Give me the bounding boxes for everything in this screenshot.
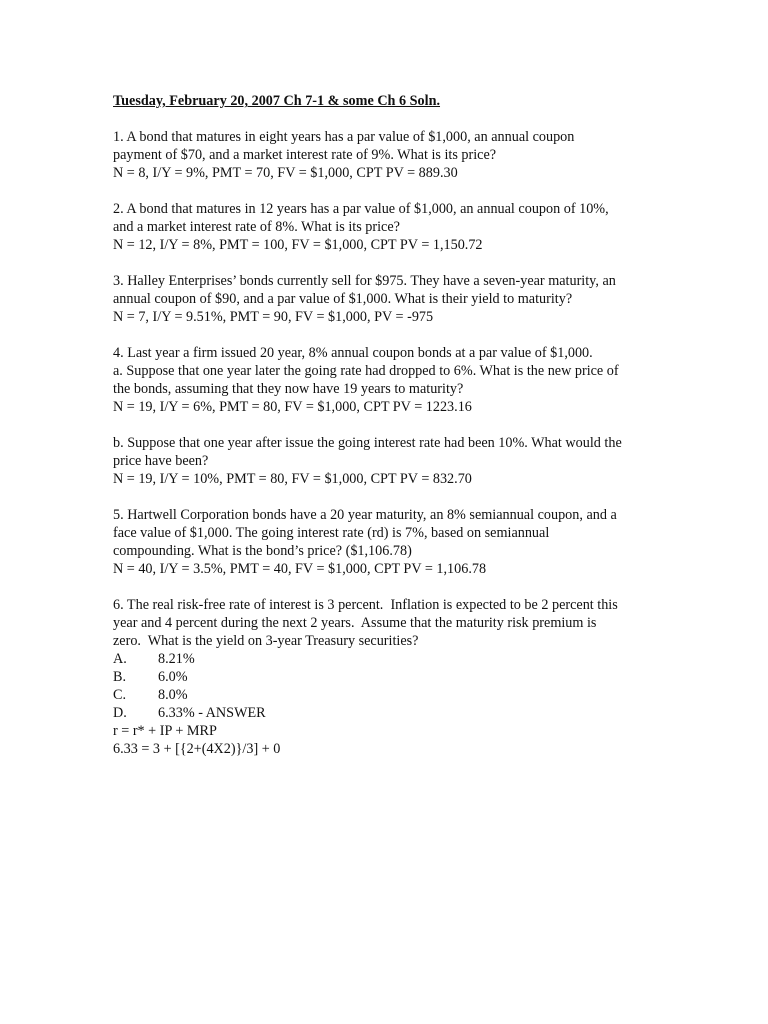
question-3 bbox=[113, 272, 658, 326]
question-text-line: 5. Hartwell Corporation bonds have a 20 year maturity, an 8% semiannual coupon, and a bbox=[113, 507, 617, 523]
option-text: 8.21% bbox=[158, 651, 195, 667]
question-text-line: b. Suppose that one year after issue the going interest rate had been 10%. What would the bbox=[113, 435, 622, 451]
question-text-line: the bonds, assuming that they now have 19 years to maturity? bbox=[113, 381, 464, 397]
document-content bbox=[113, 92, 658, 776]
formula-line: r = r* + IP + MRP bbox=[113, 723, 217, 739]
question-text-line: a. Suppose that one year later the going rate had dropped to 6%. What is the new price of bbox=[113, 363, 619, 379]
question-text-line: price have been? bbox=[113, 453, 209, 469]
answer-line: N = 7, I/Y = 9.51%, PMT = 90, FV = $1,000, PV = -975 bbox=[113, 309, 434, 325]
question-text-line: 1. A bond that matures in eight years has a par value of $1,000, an annual coupon bbox=[113, 129, 575, 145]
option-text: 6.33% - ANSWER bbox=[158, 705, 266, 721]
answer-line: N = 40, I/Y = 3.5%, PMT = 40, FV = $1,000, CPT PV = 1,106.78 bbox=[113, 561, 487, 577]
question-text-line: compounding. What is the bond’s price? ($1,106.78) bbox=[113, 543, 412, 559]
question-text-line: year and 4 percent during the next 2 years. Assume that the maturity risk premium is bbox=[113, 615, 597, 631]
answer-line: N = 19, I/Y = 10%, PMT = 80, FV = $1,000, CPT PV = 832.70 bbox=[113, 471, 472, 487]
question-text-line: face value of $1,000. The going interest rate (rd) is 7%, based on semiannual bbox=[113, 525, 550, 541]
page-title: Tuesday, February 20, 2007 Ch 7-1 & some Ch 6 Soln. bbox=[113, 93, 441, 109]
question-text-line: and a market interest rate of 8%. What is its price? bbox=[113, 219, 400, 235]
formula-line: 6.33 = 3 + [{2+(4X2)}/3] + 0 bbox=[113, 741, 281, 757]
option-letter: B. bbox=[113, 669, 127, 685]
answer-line: N = 8, I/Y = 9%, PMT = 70, FV = $1,000, CPT PV = 889.30 bbox=[113, 165, 458, 181]
question-text-line: 2. A bond that matures in 12 years has a par value of $1,000, an annual coupon of 10%, bbox=[113, 201, 609, 217]
question-4b bbox=[113, 434, 658, 488]
question-text-line: 6. The real risk-free rate of interest is 3 percent. Inflation is expected to be 2 percent this bbox=[113, 597, 618, 613]
question-4a bbox=[113, 344, 658, 416]
question-text-line: zero. What is the yield on 3-year Treasury securities? bbox=[113, 633, 419, 649]
answer-line: N = 12, I/Y = 8%, PMT = 100, FV = $1,000, CPT PV = 1,150.72 bbox=[113, 237, 483, 253]
option-letter: C. bbox=[113, 687, 127, 703]
question-text-line: 3. Halley Enterprises’ bonds currently sell for $975. They have a seven-year maturity, an bbox=[113, 273, 616, 289]
question-6 bbox=[113, 596, 658, 758]
option-text: 8.0% bbox=[158, 687, 188, 703]
question-5 bbox=[113, 506, 658, 578]
option-a bbox=[113, 650, 658, 668]
question-2 bbox=[113, 200, 658, 254]
question-text-line: payment of $70, and a market interest rate of 9%. What is its price? bbox=[113, 147, 497, 163]
option-c bbox=[113, 686, 658, 704]
option-letter: A. bbox=[113, 651, 127, 667]
option-b bbox=[113, 668, 658, 686]
question-text-line: 4. Last year a firm issued 20 year, 8% annual coupon bonds at a par value of $1,000. bbox=[113, 345, 593, 361]
option-text: 6.0% bbox=[158, 669, 188, 685]
option-d bbox=[113, 704, 658, 722]
question-text-line: annual coupon of $90, and a par value of $1,000. What is their yield to maturity? bbox=[113, 291, 573, 307]
answer-line: N = 19, I/Y = 6%, PMT = 80, FV = $1,000, CPT PV = 1223.16 bbox=[113, 399, 472, 415]
option-letter: D. bbox=[113, 705, 127, 721]
question-1 bbox=[113, 128, 658, 182]
